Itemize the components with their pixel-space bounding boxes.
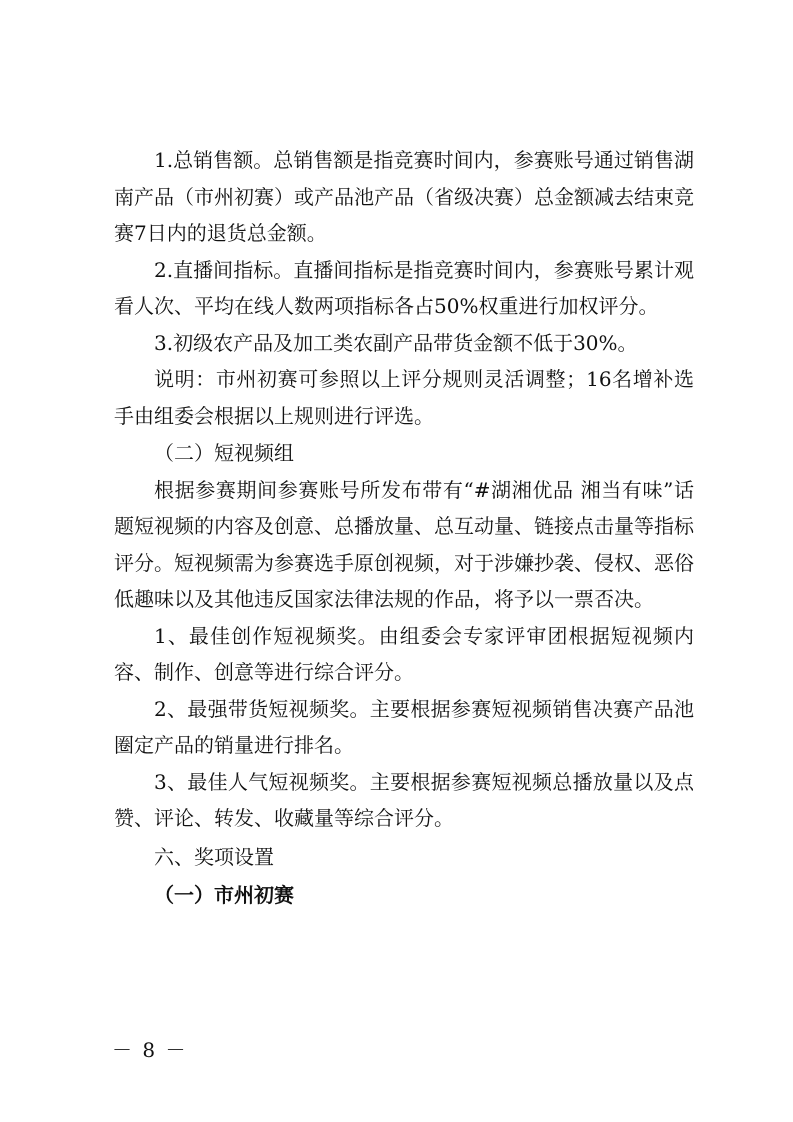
page-number: － 8 －	[112, 1038, 188, 1062]
paragraph-best-sales-award: 2、最强带货短视频奖。主要根据参赛短视频销售决赛产品池圈定产品的销量进行排名。	[114, 696, 694, 757]
paragraph-best-creation-award: 1、最佳创作短视频奖。由组委会专家评审团根据短视频内容、制作、创意等进行综合评分。	[114, 623, 694, 684]
paragraph-most-popular-award: 3、最佳人气短视频奖。主要根据参赛短视频总播放量以及点赞、评论、转发、收藏量等综合评分。	[114, 769, 694, 830]
paragraph-livestream-metrics: 2.直播间指标。直播间指标是指竞赛时间内，参赛账号累计观看人次、平均在线人数两项指标各占50%权重进行加权评分。	[114, 257, 694, 318]
document-body	[114, 142, 694, 914]
paragraph-agricultural-products: 3.初级农产品及加工类农副产品带货金额不低于30%。	[154, 330, 638, 355]
paragraph-note: 说明：市州初赛可参照以上评分规则灵活调整；16名增补选手由组委会根据以上规则进行评选。	[114, 367, 694, 428]
heading-short-video-group: （二）短视频组	[154, 441, 294, 465]
heading-award-settings: 六、奖项设置	[154, 844, 274, 869]
heading-city-preliminary: （一）市州初赛	[154, 883, 294, 907]
paragraph-short-video-scoring: 根据参赛期间参赛账号所发布带有“#湖湘优品 湘当有味”话题短视频的内容及创意、总播放量、总互动量、链接点击量等指标评分。短视频需为参赛选手原创视频，对于涉嫌抄袭、侵权、恶俗低趣味以及其他违反国家法律法规的作品，将予以一票否决。	[114, 477, 694, 611]
paragraph-total-sales: 1.总销售额。总销售额是指竞赛时间内，参赛账号通过销售湖南产品（市州初赛）或产品池产品（省级决赛）总金额减去结束竞赛7日内的退货总金额。	[114, 148, 694, 245]
